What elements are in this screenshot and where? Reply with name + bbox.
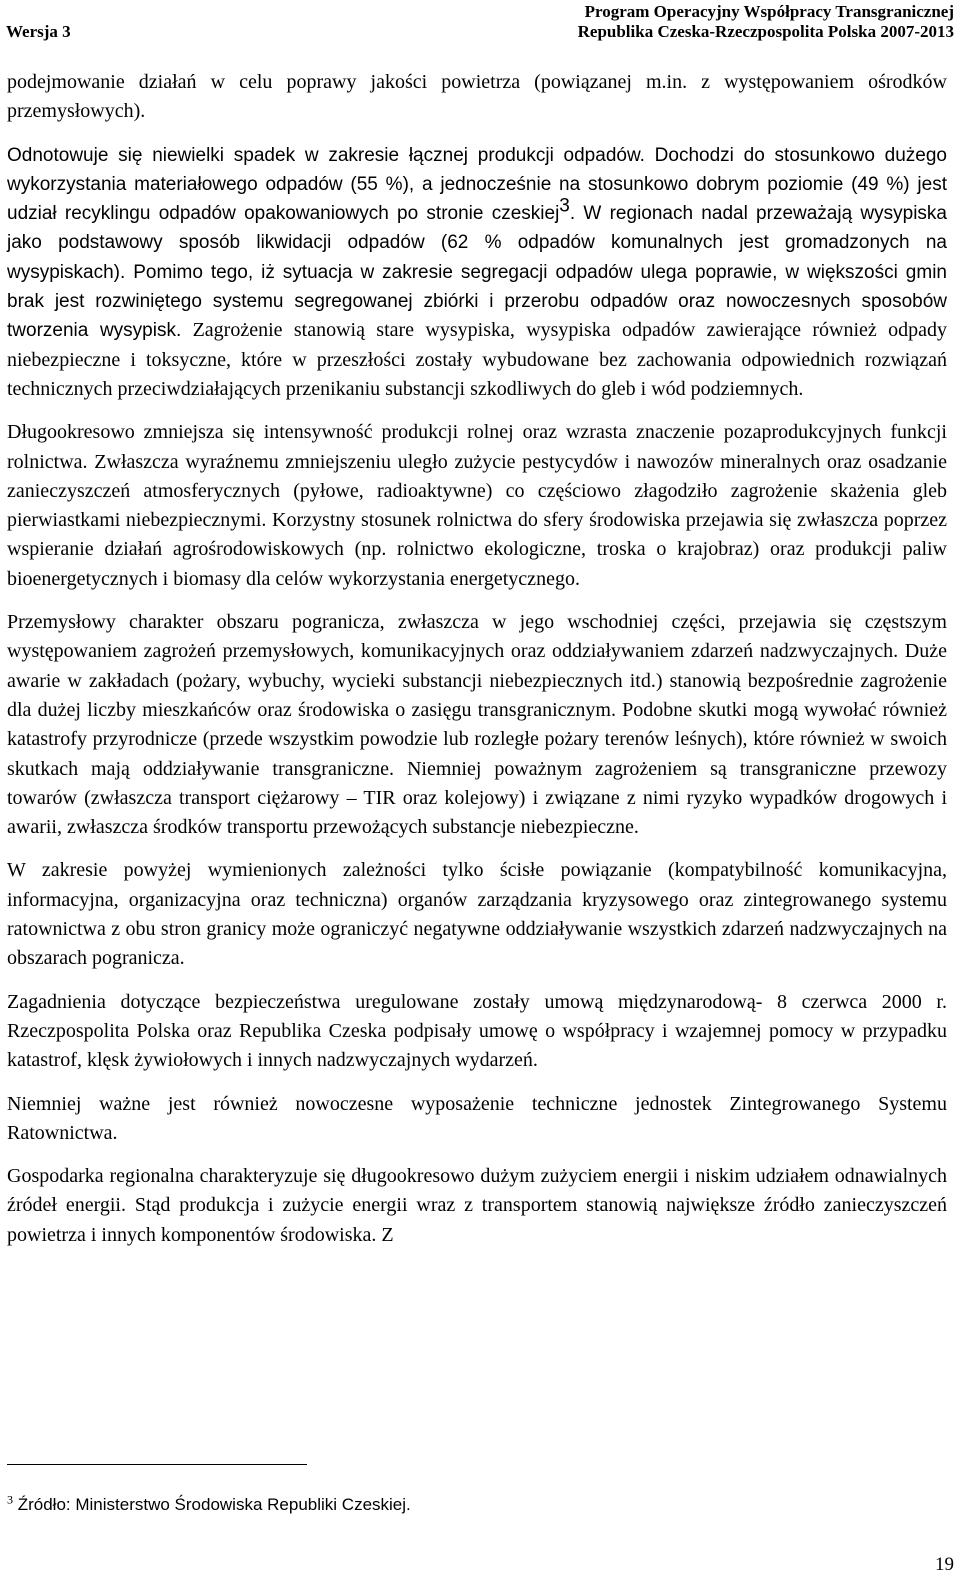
footnote xyxy=(7,1494,411,1516)
paragraph-industrial-hazards: Przemysłowy charakter obszaru pogranicza, zwłaszcza w jego wschodniej części, przejawia się częstszym występowaniem zagrożeń przemysłowych, komunikacyjnych oraz oddziaływaniem zdarzeń nadzwyczajnych. Duże awarie w zakładach (pożary, wybuchy, wycieki substancji niebezpiecznych itd.) stanowią bezpośrednie zagrożenie dla dużej liczby mieszkańców oraz środowiska o zasięgu transgranicznym. Podobne skutki mogą wywołać również katastrofy przyrodnicze (przede wszystkim powodzie lub rozległe pożary terenów leśnych), które również w swoich skutkach mają oddziaływanie transgraniczne. Niemniej poważnym zagrożeniem są transgraniczne przewozy towarów (zwłaszcza transport ciężarowy – TIR oraz kolejowy) i związane z nimi ryzyko wypadków drogowych i awarii, zwłaszcza środków transportu przewożących substancje niebezpieczne. xyxy=(7,611,947,839)
paragraph-waste xyxy=(7,141,947,405)
paragraph-waste-landfills: . W regionach nadal przeważają wysypiska jako podstawowy sposób likwidacji odpadów (62 % odpadów komunalnych jest gromadzonych na wysypiskach). Pomimo tego, iż sytuacja w zakresie segregacji odpadów ulega poprawie, w większości gmin brak jest rozwiniętego systemu segregowanej zbiórki i przerobu odpadów oraz nowoczesnych sposobów tworzenia wysypisk. xyxy=(7,203,947,342)
paragraph-energy: Gospodarka regionalna charakteryzuje się długookresowo dużym zużyciem energii i niskim udziałem odnawialnych źródeł energii. Stąd produkcja i zużycie energii wraz z transportem stanowią największe źródło zanieczyszczeń powietrza i innych komponentów środowiska. Z xyxy=(7,1165,947,1246)
paragraph-air-quality: podejmowanie działań w celu poprawy jakości powietrza (powiązanej m.in. z występowaniem ośrodków przemysłowych). xyxy=(7,71,947,123)
paragraph-security-agreement: Zagadnienia dotyczące bezpieczeństwa uregulowane zostały umową międzynarodową- 8 czerwca 2000 r. Rzeczpospolita Polska oraz Republika Czeska podpisały umowę o współpracy i wzajemnej pomocy w przypadku katastrof, klęsk żywiołowych i innych nadzwyczajnych wydarzeń. xyxy=(7,990,947,1072)
paragraph-waste-threats: Zagrożenie stanowią stare wysypiska, wysypiska odpadów zawierające również odpady niebezpieczne i toksyczne, które w przeszłości zostały wybudowane bez zachowania odpowiednich rozwiązań technicznych przeciwdziałających przenikaniu substancji szkodliwych do gleb i wód podziemnych. xyxy=(7,319,947,400)
paragraph-waste-recycling: Dochodzi do stosunkowo dużego wykorzystania materiałowego odpadów (55 %), a jednocześnie na stosunkowo dobrym poziomie (49 %) jest udział recyklingu odpadów opakowaniowych po stronie czeskiej xyxy=(7,144,947,225)
program-title-line-2: Republika Czeska-Rzeczpospolita Polska 2007-2013 xyxy=(577,22,954,41)
paragraph-rescue-equipment: Niemniej ważne jest również nowoczesne wyposażenie techniczne jednostek Zintegrowanego Systemu Ratownictwa. xyxy=(7,1092,947,1144)
footnote-separator xyxy=(7,1464,307,1465)
paragraph-crisis-management: W zakresie powyżej wymienionych zależności tylko ścisłe powiązanie (kompatybilność komunikacyjna, informacyjna, organizacyjna oraz techniczna) organów zarządzania kryzysowego oraz zintegrowanego systemu ratownictwa z obu stron granicy może ograniczyć negatywne oddziaływanie wszystkich zdarzeń nadzwyczajnych na obszarach pogranicza. xyxy=(7,859,947,970)
paragraph-waste-lead: Odnotowuje się niewielki spadek w zakresie łącznej produkcji odpadów. xyxy=(7,144,655,166)
program-title-line-1: Program Operacyjny Współpracy Transgranicznej xyxy=(584,2,954,21)
page-header xyxy=(0,0,960,46)
document-body xyxy=(7,68,947,1264)
document-version: Wersja 3 xyxy=(6,22,71,41)
footnote-reference[interactable]: 3 xyxy=(559,195,570,217)
footnote-text: Źródło: Ministerstwo Środowiska Republiki Czeskiej. xyxy=(13,1495,411,1514)
footnote-mark: 3 xyxy=(7,1492,13,1507)
page-number: 19 xyxy=(935,1554,954,1575)
paragraph-agriculture: Długookresowo zmniejsza się intensywność produkcji rolnej oraz wzrasta znaczenie pozaprodukcyjnych funkcji rolnictwa. Zwłaszcza wyraźnemu zmniejszeniu uległo zużycie pestycydów i nawozów mineralnych oraz osadzanie zanieczyszczeń atmosferycznych (pyłowe, radioaktywne) co częściowo złagodziło zagrożenie skażenia gleb pierwiastkami niebezpiecznymi. Korzystny stosunek rolnictwa do sfery środowiska przejawia się zwłaszcza poprzez wspieranie działań agrośrodowiskowych (np. rolnictwo ekologiczne, troska o krajobraz) oraz produkcji paliw bioenergetycznych i biomasy dla celów wykorzystania energetycznego. xyxy=(7,421,947,590)
program-title xyxy=(578,2,954,42)
